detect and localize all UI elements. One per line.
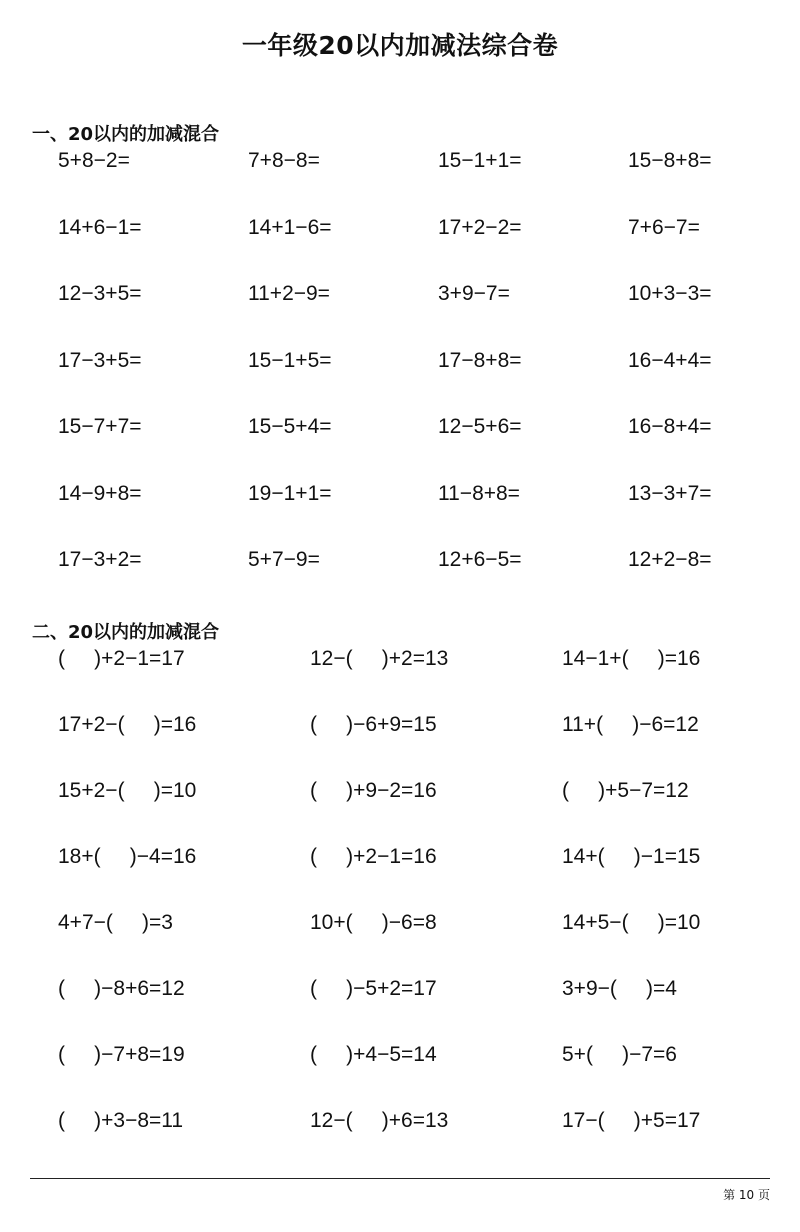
page-number: 第 10 页 <box>723 1188 770 1202</box>
problem-1-15: 17−8+8= <box>438 348 522 372</box>
section-2-heading: 二、20以内的加减混合 <box>32 622 220 643</box>
problem-2-16: ( )−8+6=12 <box>58 977 185 1000</box>
problem-1-7: 17+2−2= <box>438 215 522 239</box>
section-1-heading: 一、20以内的加减混合 <box>32 124 220 145</box>
problem-1-17: 15−7+7= <box>58 415 142 438</box>
problem-2-13: 4+7−( )=3 <box>58 911 173 934</box>
problem-2-21: 5+( )−7=6 <box>562 1043 677 1066</box>
problem-2-23: 12−( )+6=13 <box>310 1109 449 1132</box>
problem-2-6: 11+( )−6=12 <box>562 713 699 736</box>
problem-2-8: ( )+9−2=16 <box>310 779 437 802</box>
problem-1-2: 7+8−8= <box>248 149 320 172</box>
problem-1-12: 10+3−3= <box>628 282 712 305</box>
problem-1-10: 11+2−9= <box>248 282 330 305</box>
section-2-problem-grid <box>58 642 762 1170</box>
problem-2-22: ( )+3−8=11 <box>58 1109 184 1132</box>
problem-1-22: 19−1+1= <box>248 481 332 505</box>
problem-1-23: 11−8+8= <box>438 481 520 505</box>
problem-2-5: ( )−6+9=15 <box>310 713 437 736</box>
problem-1-4: 15−8+8= <box>628 149 712 172</box>
problem-1-20: 16−8+4= <box>628 415 712 438</box>
problem-2-20: ( )+4−5=14 <box>310 1043 437 1066</box>
section-1-problem-grid <box>58 142 778 608</box>
problem-2-24: 17−( )+5=17 <box>562 1109 701 1132</box>
problem-1-24: 13−3+7= <box>628 481 712 505</box>
problem-1-25: 17−3+2= <box>58 548 142 571</box>
problem-2-10: 18+( )−4=16 <box>58 845 197 868</box>
problem-1-18: 15−5+4= <box>248 415 332 438</box>
problem-2-19: ( )−7+8=19 <box>58 1043 185 1066</box>
problem-2-17: ( )−5+2=17 <box>310 977 437 1000</box>
problem-2-12: 14+( )−1=15 <box>562 845 701 868</box>
problem-1-11: 3+9−7= <box>438 282 510 305</box>
problem-2-1: ( )+2−1=17 <box>58 647 185 670</box>
problem-2-11: ( )+2−1=16 <box>310 845 437 868</box>
problem-1-6: 14+1−6= <box>248 215 332 239</box>
problem-2-2: 12−( )+2=13 <box>310 647 449 670</box>
page-title: 一年级20以内加减法综合卷 <box>241 31 559 60</box>
problem-2-9: ( )+5−7=12 <box>562 779 689 802</box>
problem-1-19: 12−5+6= <box>438 415 522 438</box>
problem-1-27: 12+6−5= <box>438 548 522 571</box>
problem-1-3: 15−1+1= <box>438 149 522 172</box>
problem-1-16: 16−4+4= <box>628 348 712 372</box>
footer-divider <box>30 1178 770 1179</box>
problem-1-26: 5+7−9= <box>248 548 320 571</box>
problem-1-9: 12−3+5= <box>58 282 142 305</box>
problem-2-7: 15+2−( )=10 <box>58 779 197 802</box>
problem-2-3: 14−1+( )=16 <box>562 647 701 670</box>
problem-2-14: 10+( )−6=8 <box>310 911 437 934</box>
problem-2-18: 3+9−( )=4 <box>562 977 677 1000</box>
problem-1-13: 17−3+5= <box>58 348 142 372</box>
problem-1-1: 5+8−2= <box>58 149 130 172</box>
problem-1-28: 12+2−8= <box>628 548 712 571</box>
problem-1-5: 14+6−1= <box>58 215 142 239</box>
problem-2-4: 17+2−( )=16 <box>58 713 197 736</box>
problem-2-15: 14+5−( )=10 <box>562 911 701 934</box>
problem-1-14: 15−1+5= <box>248 348 332 372</box>
problem-1-21: 14−9+8= <box>58 481 142 505</box>
problem-1-8: 7+6−7= <box>628 215 700 239</box>
